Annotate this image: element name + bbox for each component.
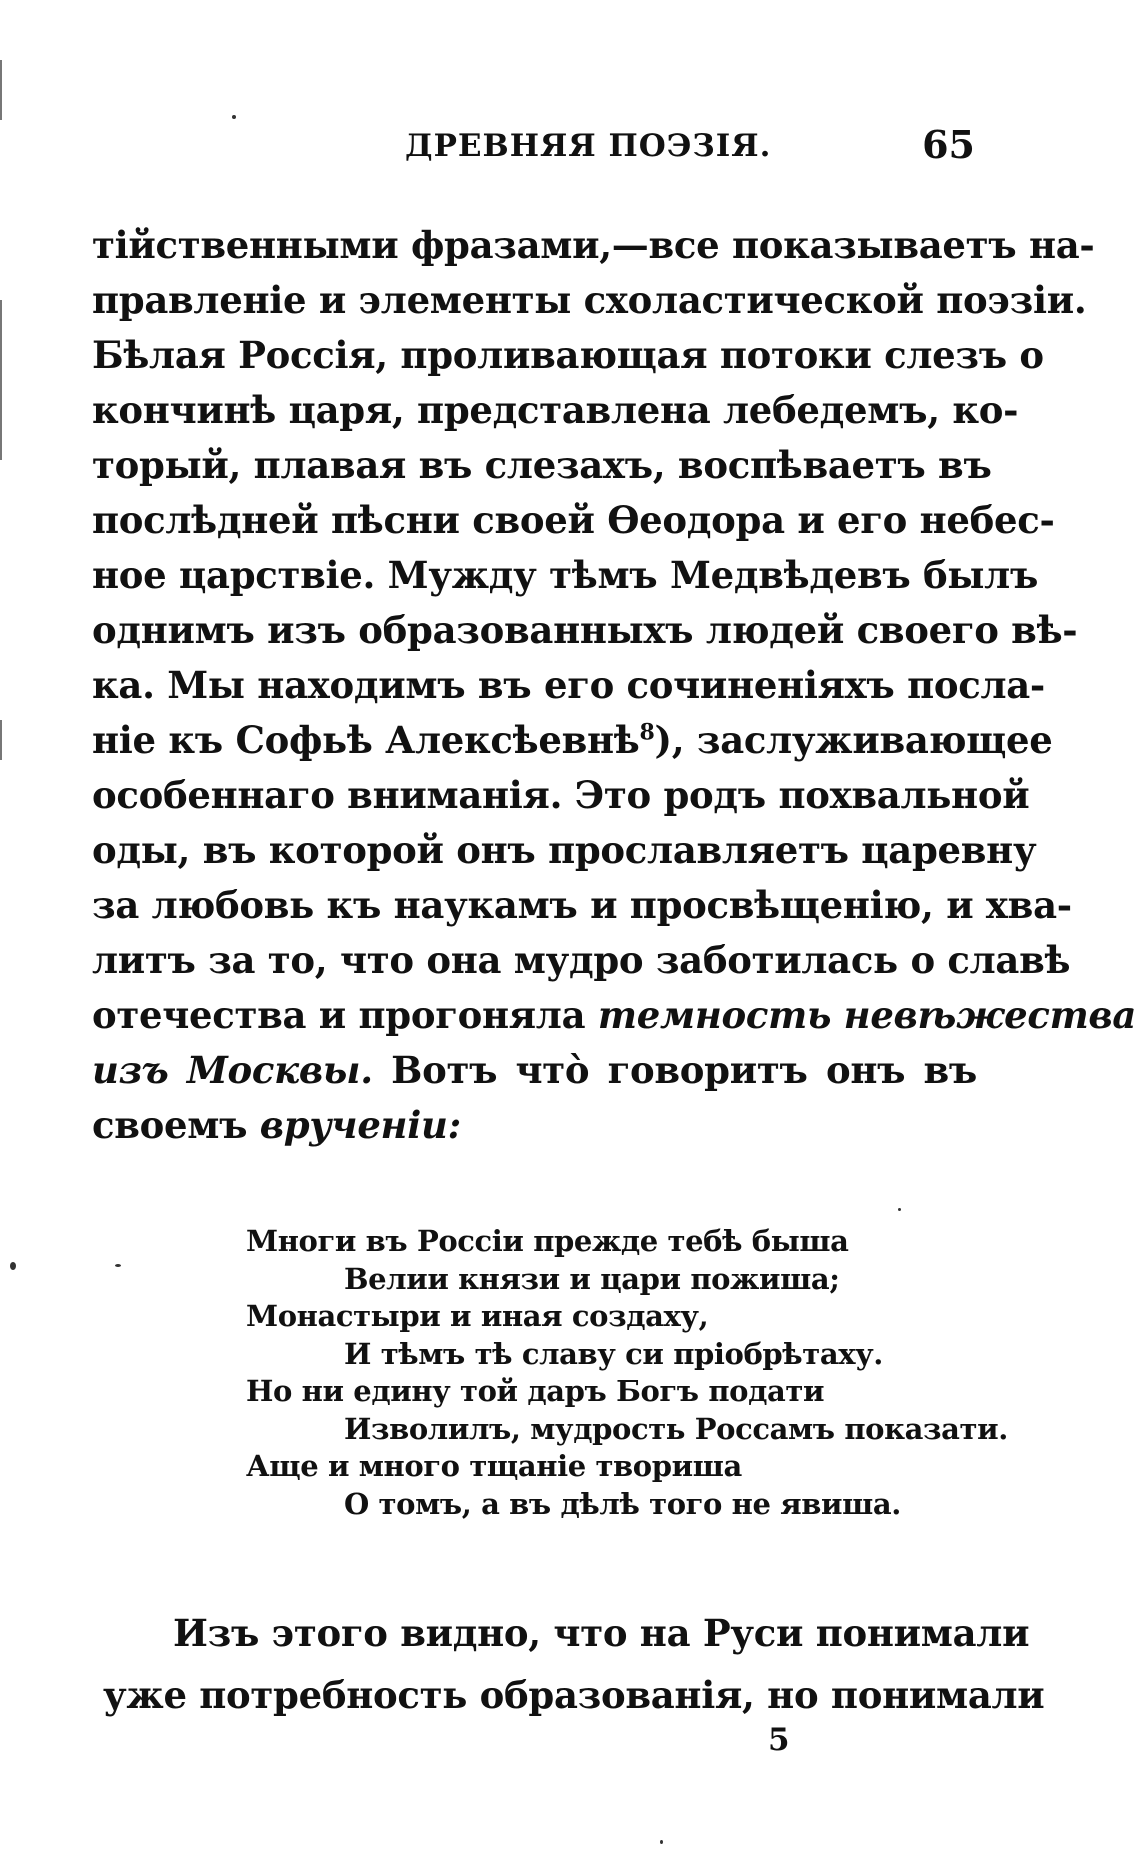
page-header (405, 122, 975, 178)
text-line: правленіе и элементы схоластической поэзіи. (92, 278, 1087, 322)
text-line: кончинѣ царя, представлена лебедемъ, ко- (92, 388, 1019, 432)
text-line: за любовь къ наукамъ и просвѣщенію, и хва- (92, 883, 1072, 927)
verse-line: О томъ, а въ дѣлѣ того не явиша. (344, 1486, 901, 1521)
text-line: уже потребность образованія, но понимали (103, 1673, 1045, 1717)
italic-phrase: изъ Москвы. (92, 1048, 373, 1092)
text-line: литъ за то, что она мудро заботилась о славѣ (92, 938, 1071, 982)
text-segment: ніе къ Софьѣ Алексѣевнѣ (92, 718, 640, 762)
closing-paragraph (103, 1602, 1045, 1726)
verse-line: Изволилъ, мудрость Россамъ показати. (344, 1411, 1008, 1446)
verse-line: Монастыри и иная создаху, (246, 1299, 709, 1333)
scan-speck (898, 1208, 901, 1211)
scan-speck (660, 1840, 663, 1844)
scan-speck (115, 1264, 121, 1267)
text-line (92, 1098, 977, 1153)
italic-phrase: темность невѣжества (597, 993, 1137, 1037)
text-line: тійственными фразами,—все показываетъ на- (92, 223, 1095, 267)
scan-edge-mark (0, 60, 2, 120)
verse-line: Велии князи и цари пожиша; (344, 1261, 840, 1296)
footnote-marker[interactable]: 8 (639, 719, 655, 746)
text-segment: Вотъ что̀ говоритъ онъ въ (372, 1048, 978, 1092)
running-head: ДРЕВНЯЯ ПОЭЗІЯ. (405, 128, 772, 164)
verse-block (246, 1223, 1008, 1523)
text-segment: отечества и прогоняла (92, 993, 598, 1037)
verse-line: Многи въ Россіи прежде тебѣ быша (246, 1224, 849, 1258)
text-line: однимъ изъ образованныхъ людей своего вѣ- (92, 608, 1078, 652)
italic-phrase: врученіи: (259, 1103, 461, 1147)
verse-line: Но ни едину той даръ Богъ подати (246, 1374, 825, 1408)
text-line (92, 1043, 977, 1098)
text-line: оды, въ которой онъ прославляетъ царевну (92, 828, 1037, 872)
scan-speck (10, 1262, 16, 1270)
verse-line: Аще и много тщаніе твориша (246, 1449, 742, 1483)
text-line: торый, плавая въ слезахъ, воспѣваетъ въ (92, 443, 992, 487)
page-number: 65 (922, 122, 975, 167)
text-line: Изъ этого видно, что на Руси понимали (173, 1611, 1030, 1655)
scan-edge-mark (0, 300, 2, 460)
text-line: Бѣлая Россія, проливающая потоки слезъ о (92, 333, 1044, 377)
text-line: ное царствіе. Мужду тѣмъ Медвѣдевъ былъ (92, 553, 1039, 597)
text-line: ка. Мы находимъ въ его сочиненіяхъ посла- (92, 663, 1045, 707)
scan-edge-mark (0, 720, 2, 760)
text-line: послѣдней пѣсни своей Ѳеодора и его небес- (92, 498, 1055, 542)
body-paragraph (92, 218, 1137, 1153)
text-line (92, 988, 1137, 1043)
signature-mark: 5 (768, 1722, 790, 1758)
scan-speck (232, 115, 236, 119)
text-segment: своемъ (92, 1103, 260, 1147)
text-line (92, 713, 1053, 768)
text-segment: ), заслуживающее (654, 718, 1053, 762)
verse-line: И тѣмъ тѣ славу си пріобрѣтаху. (344, 1336, 883, 1371)
text-line: особеннаго вниманія. Это родъ похвальной (92, 773, 1030, 817)
